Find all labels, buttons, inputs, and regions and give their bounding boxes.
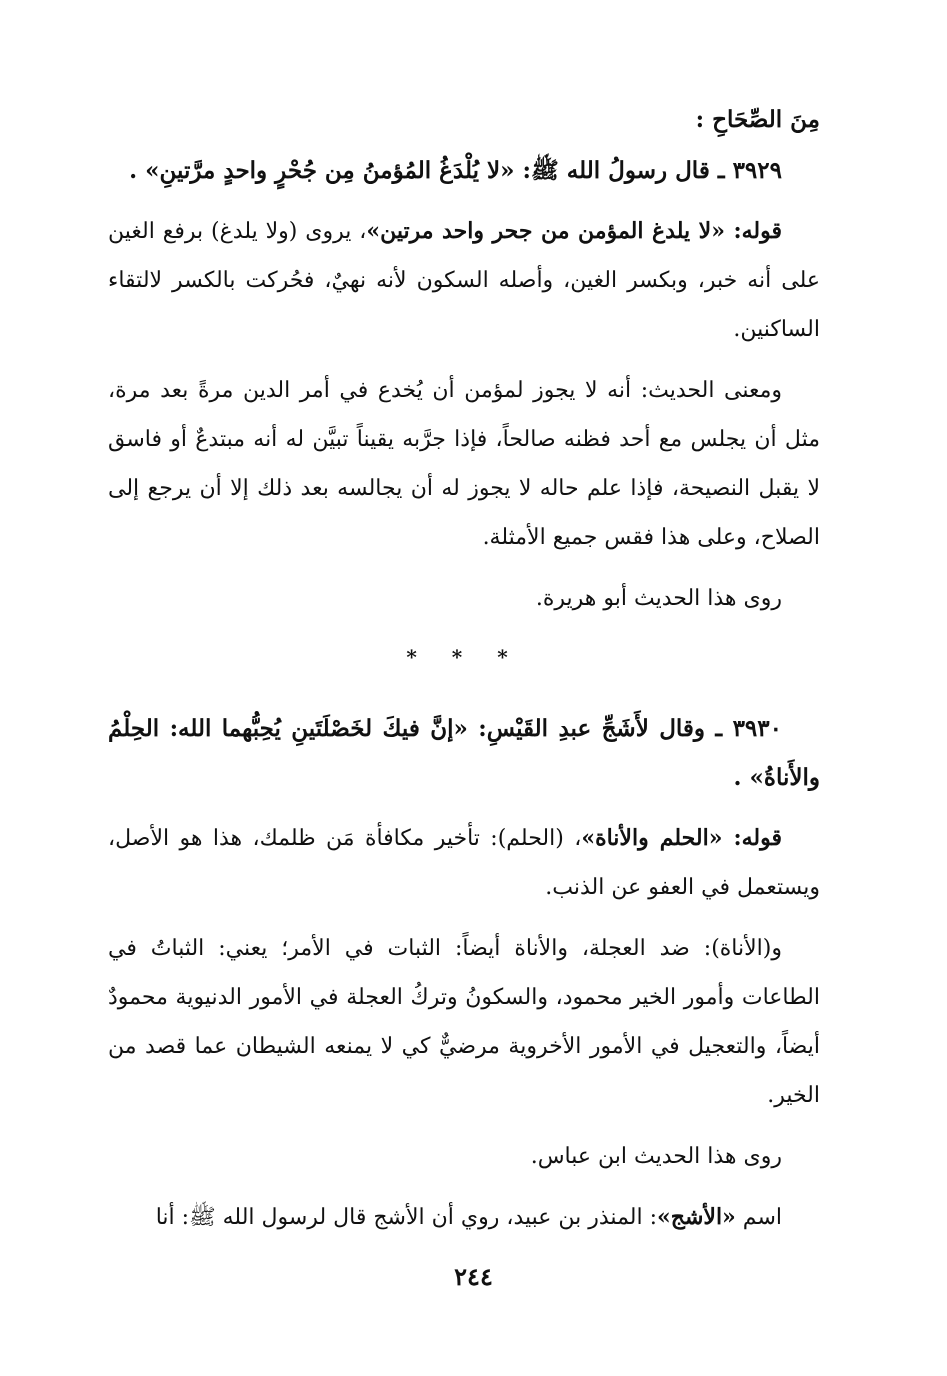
section-separator: * * *: [406, 645, 522, 669]
name-note-rest: : المنذر بن عبيد، روي أن الأشج قال لرسول الله ﷺ: أنا: [155, 1205, 658, 1230]
commentary-3929-rest: ، يروى (ولا يلدغ) برفع الغين على أنه خبر، وبكسر الغين، وأصله السكون لأنه نهيٌ، فحُركت بالكسر لالتقاء الساكنين.: [108, 219, 820, 342]
name-note-term: «الأشج»: [657, 1204, 736, 1230]
section-heading: مِنَ الصِّحَاحِ :: [695, 106, 820, 133]
commentary-3930-rest: ، (الحلم): تأخير مكافأة مَن ظلمك، هذا هو الأصل، ويستعمل في العفو عن الذنب.: [108, 826, 820, 900]
commentary-3930: [108, 814, 820, 912]
narrator-3929: روى هذا الحديث أبو هريرة.: [535, 586, 782, 611]
meaning-3929: ومعنى الحديث: أنه لا يجوز لمؤمن أن يُخدع في أمر الدين مرةً بعد مرة، مثل أن يجلس مع أحد فظنه صالحاً، فإذا جرَّبه يقيناً تبيَّن له أنه مبتدعٌ أو فاسق لا يقبل النصيحة، فإذا علم حاله لا يجوز له أن يجالسه بعد ذلك إلا أن يرجع إلى الصلاح، وعلى هذا فقس جميع الأمثلة.: [108, 378, 820, 550]
hadith-3930: ٣٩٣٠ ـ وقال لأَشَجِّ عبدِ القَيْسِ: «إنَّ فيكَ لخَصْلَتَينِ يُحِبُّهما الله: الحِلْمُ والأَناةُ» .: [108, 715, 820, 791]
name-note: [108, 1193, 820, 1242]
commentary-3929: [108, 207, 820, 354]
page-body: [108, 95, 820, 1242]
commentary-3930-lead: قوله: «الحلم والأناة»: [581, 825, 782, 851]
narrator-3930: روى هذا الحديث ابن عباس.: [530, 1144, 782, 1169]
page-number: ٢٤٤: [454, 1262, 493, 1291]
meaning-3930: و(الأناة): ضد العجلة، والأناة أيضاً: الثبات في الأمر؛ يعني: الثباتُ في الطاعات وأمور الخير محمود، والسكونُ وتركُ العجلة في الأمور الدنيوية محمودٌ أيضاً، والتعجيل في الأمور الأخروية مرضيٌّ كي لا يمنعه الشيطان عما قصد من الخير.: [108, 936, 820, 1108]
hadith-3929: ٣٩٢٩ ـ قال رسولُ الله ﷺ: «لا يُلْدَغُ المُؤمنُ مِن جُحْرٍ واحدٍ مرَّتينِ» .: [129, 157, 782, 184]
name-note-prefix: اسم: [735, 1205, 782, 1230]
commentary-3929-lead: قوله: «لا يلدغ المؤمن من جحر واحد مرتين»: [366, 218, 782, 244]
